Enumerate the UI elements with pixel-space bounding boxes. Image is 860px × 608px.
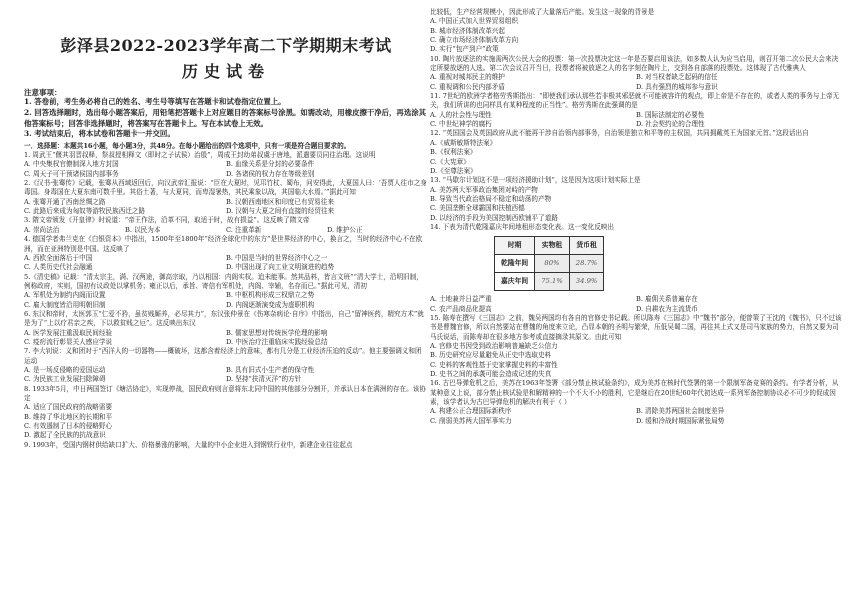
- exam-subject: 历史试卷: [181, 62, 270, 81]
- answer-option: C. 农产品商品化提高: [430, 304, 492, 313]
- notice-block: [24, 88, 428, 140]
- option-group: [24, 160, 428, 179]
- answer-option: A. 重视对城邦民主的维护: [430, 73, 505, 82]
- answer-option: A. 美苏两大军事政治集团对峙的产物: [430, 185, 538, 194]
- answer-option: D. 中国出现了向工业文明演进的趋势: [226, 263, 335, 272]
- answer-option: D. 内阁逐渐演变成为虚职机构: [226, 300, 315, 309]
- question-item: [430, 8, 842, 55]
- question-item: [24, 235, 428, 272]
- option-group: [430, 111, 842, 130]
- question-item: [24, 216, 428, 235]
- question-item: [24, 310, 428, 347]
- notice-item: 3. 考试结束后，将本试卷和答题卡一并交回。: [24, 129, 175, 139]
- answer-option: A. 军机处为制约内阁而设置: [24, 291, 106, 300]
- option-group: [430, 73, 842, 92]
- table-row: [495, 273, 604, 291]
- q14-table: [494, 236, 604, 291]
- option-group: [430, 186, 842, 223]
- answer-option: D. 实行“包产到户”政策: [430, 45, 499, 54]
- answer-option: D. 激起了全民族的抗战意识: [24, 431, 106, 440]
- answer-option: A. 西欧全面落后于中国: [24, 253, 93, 262]
- answer-option: B.《权利法案》: [430, 148, 477, 157]
- question-item: [24, 347, 428, 384]
- answer-option: C.《大宪章》: [430, 157, 470, 166]
- option-group: [430, 295, 842, 314]
- question-item: [430, 176, 842, 223]
- question-list-right-2: [430, 295, 842, 426]
- table-header-cell: 时期: [495, 237, 535, 255]
- answer-option: A. 官修史书因受到政治影响普遍缺乏公信力: [430, 341, 558, 350]
- answer-option: B. 导致当代政治格局不稳定和动荡的产物: [430, 194, 552, 203]
- answer-option: A. 张骞开通了西南丝绸之路: [24, 197, 106, 206]
- question-item: [24, 441, 428, 450]
- answer-option: D. 各诸侯的权力存在等级差别: [226, 169, 315, 178]
- table-cell: 75.1%: [535, 273, 570, 291]
- answer-option: B. 维持了华北地区的长期和平: [24, 412, 113, 421]
- answer-option: C. 中世纪神学的腐朽: [430, 120, 492, 129]
- answer-option: C. 疫疠流行彰显关人感应学说: [24, 337, 113, 346]
- question-item: [430, 295, 842, 314]
- question-item: [430, 223, 842, 232]
- answer-option: D. 具有强烈的城邦参与意识: [636, 82, 718, 91]
- option-group: [430, 17, 842, 54]
- question-list-left: [24, 151, 428, 450]
- answer-option: C. 史料的客观性基于史家掌握史料的丰富性: [430, 360, 558, 369]
- answer-option: D. 缓和冷战时期国际紧张局势: [636, 416, 725, 425]
- answer-option: C. 此路后来成为匈奴等游牧民族西迁之路: [24, 207, 146, 216]
- question-stem: 9. 1993年，受国内钢材供给缺口扩大、价格暴涨的影响，大量的中小企业进入到钢铁行业中，新建企业往往起点: [24, 440, 353, 449]
- answer-option: A. 中央集权官僚制深入地方封国: [24, 160, 119, 169]
- question-item: [24, 179, 428, 216]
- notice-heading: 注意事项：: [24, 88, 62, 97]
- question-stem: 13. “马歇尔计划这不是一项经济援助计划”，这是因为这项计划实际上是: [430, 176, 641, 185]
- answer-option: B. 历史研究应尽量避免从正史中选取史料: [430, 351, 552, 360]
- answer-option: B. 中国是当时的世界经济中心之一: [226, 253, 328, 262]
- answer-option: A. 土地兼并日益严重: [430, 295, 492, 304]
- option-group: [24, 329, 428, 348]
- answer-option: C. 有效遏制了日本的侵略野心: [24, 422, 113, 431]
- option-group: [24, 366, 428, 385]
- answer-option: D. 汉朝与大夏之间有直接的经贸往来: [226, 207, 335, 216]
- question-item: [24, 385, 428, 441]
- answer-option: C. 注重革新: [226, 225, 262, 234]
- option-group: [24, 198, 428, 217]
- answer-option: C. 周天子可干预诸侯国内部事务: [24, 169, 119, 178]
- notice-item: 2. 回答选择题时，选出每小题答案后，用铅笔把答题卡上对应题目的答案标号涂黑。如需改动，用橡皮擦干净后，再选涂其他答案标号；回答非选择题时，将答案写在答题卡上。写在本试卷上无效。: [24, 107, 426, 128]
- question-stem: 7. 李大钊说：义和团对于“西洋人的一切器物——概破坏，这都含着经济上的意味，都有几分是工业经济压迫的反动”。他主要强调义和团运动: [24, 347, 422, 365]
- option-group: [24, 254, 428, 273]
- question-stem: 16. 古巴导弹危机之后，美苏在1963年签署《部分禁止核试验条约》，成为美苏在核时代签署的第一个限制军备竞赛的条约。有学者分析，从某种意义上说，部分禁止核试验是和解精神的一个不大不小的胜利，它是继后在20世纪60年代初达成一系列军备控制协议必不可少的促成因素，该学者认为古巴导弹危机的解决有利于（ ）: [430, 379, 839, 407]
- question-stem: 4. 德国学者弗兰克在《白银资本》中指出，1500年至1800年“经济全球化中的东方”是世界经济的中心，换言之，当时的经济中心不在欧洲，而在亚洲特别是中国。这反映了: [24, 235, 423, 253]
- question-stem: 12. “英国国会及英国政府从此不能再干涉自治领内部事务，自治领是独立和平等的主权国，共同拥戴英王为国家元首。”这段话出自: [430, 129, 809, 138]
- question-item: [430, 92, 842, 129]
- answer-option: D. 社会契约论的合理性: [636, 120, 705, 129]
- answer-option: A. 崇尚法治: [24, 225, 60, 234]
- question-stem: 6. 东汉和帝时，太医郭玉“仁爱不矜，虽贫贱厮养，必尽其力”，东汉张仲景在《伤寒杂病论·自序》中指出，自己“留神医药，精究方术”就是为了“上以疗君亲之疾，下以救贫贱之厄”。这反映出东汉: [24, 309, 424, 328]
- answer-option: C. 雇大制度皆沿用明朝旧制: [24, 300, 106, 309]
- section-heading: 一．选择题：本题共16小题，每小题3分，共48分。在每小题给出的四个选项中，只有一项是符合题目要求的。: [24, 141, 351, 150]
- answer-option: C. 重视调和公民内部矛盾: [430, 82, 505, 91]
- notice-item: 1. 答卷前，考生务必将自己的姓名、考生号等填写在答题卡和试卷指定位置上。: [24, 97, 286, 107]
- answer-option: A. 人的社会性与理性: [430, 110, 492, 119]
- answer-option: D. 以经济的手段为美国控制西欧铺平了道路: [430, 213, 558, 222]
- answer-option: B. 儒家思想对传统医学伦理的影响: [226, 328, 328, 337]
- question-stem: 15. 陈寿在撰写《三国志》之前，魏吴两国均有各自的官修史书记载。所以陈寿《三国志》中“魏书”部分，便曾策了王沈的《魏书》，只不过该书是曹魏官修，所以自然要站在曹魏的角度来立论，凸显本朝的圣明与繁荣，压低吴蜀二国，再往其上式又是司马家族的势力，自然又要为司马氏说话，而陈寿却在很多地方参考或直接摘录其原文。由此可知: [430, 313, 842, 341]
- answer-option: B. 雇佣关系普遍存在: [636, 295, 698, 304]
- exam-title: 彭泽县2022-2023学年高二下学期期末考试: [60, 36, 392, 55]
- answer-option: C. 美国垄断全球霸国和扶植西德: [430, 204, 525, 213]
- question-stem: 比较低，生产经营规模小，因此形成了大量落后产能。发生这一现象的背景是: [430, 8, 655, 16]
- question-stem: 5.《清史稿》记载：“清太宗主，满、汉两途，御高宗取，乃以相国：内阁实权。迨未能事。然其品料，皆言文班”“清大学士，沿明旧制，例称政府，实则，国初有议政处以掌机务；雍正以后，承旨、寄信有军机处，内阁、宰辅，名存而已。”据此可见，清初: [24, 272, 423, 290]
- question-item: [24, 151, 428, 179]
- answer-option: B. 具有旧式小生产者的保守性: [226, 365, 315, 374]
- answer-option: A. 构建公正合理国际新秩序: [430, 407, 512, 416]
- question-item: [430, 379, 842, 426]
- table-cell: 乾隆年间: [495, 255, 535, 273]
- answer-option: A. 是一场反侵略的爱国运动: [24, 365, 106, 374]
- answer-option: B. 城市经济体制改革兴起: [430, 26, 505, 35]
- question-stem: 8. 1933年5月，中日两国签订《塘沽协定》，实现停战，国民政府则言意将东北同中国的其他部分分割开，并承认日本在满洲的存在。该协定: [24, 384, 426, 402]
- table-header-cell: 实物租: [535, 237, 570, 255]
- option-group: [24, 403, 428, 440]
- question-stem: 14. 下表为清代乾隆嘉庆年间地租形态变化表。这一变化反映出: [430, 222, 615, 231]
- question-stem: 2.《汉书·张骞传》记载，张骞从西域返回后，向汉武帝汇报说：“臣在大夏时，见邛竹杖、蜀布，问安得此，大夏国人曰：‘吾贾人往市之身毒国。身毒国在大夏东南可数千里。其俗土著，与大夏同，而卑湿暑热，其民乘象以战，其国临大水焉。’”据此可知: [24, 179, 427, 197]
- table-header-cell: 货币租: [569, 237, 604, 255]
- option-group: [430, 342, 842, 379]
- answer-option: D.《至尊法案》: [430, 166, 477, 175]
- answer-option: B. 中枢机构形成三权鼎立之势: [226, 291, 315, 300]
- answer-option: C. 人类历史代社会融通: [24, 263, 93, 272]
- exam-header: [24, 36, 428, 82]
- question-item: [24, 273, 428, 310]
- question-item: [430, 55, 842, 92]
- table-header-row: [495, 237, 604, 255]
- option-group: [430, 139, 842, 176]
- answer-option: B. 汉朝西南地区和印度已有贸易往来: [226, 197, 334, 206]
- option-group: [430, 407, 842, 426]
- answer-option: C. 为民族工业发展扫除障碍: [24, 375, 106, 384]
- answer-option: A. 医学发展注重汲取民间经验: [24, 328, 113, 337]
- answer-option: B. 血缘关系是分封的必要条件: [226, 160, 315, 169]
- option-group: [24, 291, 428, 310]
- answer-option: B. 以民为本: [125, 225, 161, 234]
- answer-option: C. 确立市场经济体制改革方向: [430, 36, 519, 45]
- question-stem: 11. 7世纪的欧洲学者格劳秀斯指出：“即使我们承认那些若非极其邪恶就不可能被容许的观点，即上帝是不存在的，或者人类的事务与上帝无关，我们所讲的也同样具有某种程度的正当性”。格劳秀斯在此强调的是: [430, 92, 840, 110]
- left-column: [24, 26, 428, 450]
- option-group: [24, 226, 428, 235]
- answer-option: A.《威斯敏斯特法案》: [430, 138, 497, 147]
- answer-option: A. 中国正式加入世界贸易组织: [430, 17, 519, 26]
- answer-option: B. 对当权者缺乏起码的信任: [636, 73, 718, 82]
- answer-option: D. 自耕农为主流货币: [636, 304, 698, 313]
- question-stem: 10. 陶片放逐法的实施需两次公民大会的投票：第一次投票决定这一年是否要启用该法，如多数人认为应当启用，则召开第二次公民大会来决定所要放逐的人选。第二次会议召开当日，投票者将被放逐之人的名字刻在陶片上，交到各自部落的投票处。这体现了古代雅典人: [430, 54, 839, 73]
- table-row: [495, 255, 604, 273]
- question-list-right: [430, 8, 842, 232]
- answer-option: B. 国际法制定的必要性: [636, 110, 705, 119]
- right-column: [430, 8, 842, 426]
- question-item: [430, 129, 842, 176]
- question-stem: 1. 周武王“偃其羽晋叔释，祭叔授相释文（即时之子试侯）治殷”，周成王封幼弟叔虞于唐地，派遣要员同往治理。这说明: [24, 151, 376, 160]
- table-cell: 80%: [535, 255, 570, 273]
- answer-option: D. 维护公正: [327, 225, 363, 234]
- table-cell: 28.7%: [569, 255, 604, 273]
- answer-option: B. 清除美苏两国社会制度差异: [636, 407, 725, 416]
- answer-option: A. 适应了国民政府的战略需要: [24, 403, 113, 412]
- answer-option: D. 中医治疗注重临床实践经验总结: [226, 337, 328, 346]
- table-cell: 嘉庆年间: [495, 273, 535, 291]
- answer-option: D. 史书之间的承袭可能会造成记述的失真: [430, 370, 552, 378]
- question-stem: 3. 隋文帝颁发《开皇律》时说道：“帝王作法，沿革不同，取适于时，故有损益”。这反映了隋文帝: [24, 216, 310, 225]
- table-cell: 34.9%: [569, 273, 604, 291]
- question-item: [430, 314, 842, 379]
- answer-option: D. 坚持“扶清灭洋”的方针: [226, 375, 302, 384]
- answer-option: C. 削弱美苏两大国军事实力: [430, 416, 512, 425]
